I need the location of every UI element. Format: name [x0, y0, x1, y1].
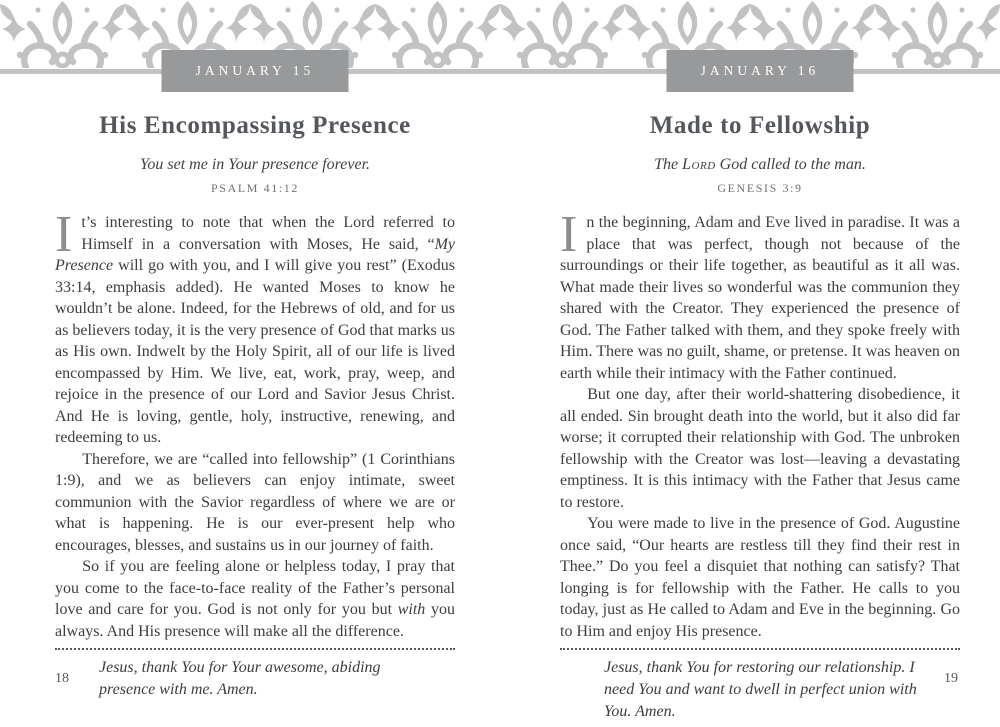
page-number: 19: [944, 671, 958, 686]
page-right: [560, 0, 960, 727]
text-segment: with: [397, 601, 426, 618]
verse-reference: PSALM 41:12: [211, 181, 299, 195]
text-segment: Therefore, we are “called into fellowship” (1 Corinthians 1:9), and we as believers can enjoy intimate, sweet communion with the Savior regardless of where we are or what is happening. He is our ever-present help who encourages, blesses, and sustains us in our journey of faith.: [55, 450, 455, 554]
text-segment: Lord: [682, 156, 716, 173]
drop-cap: I: [55, 206, 73, 263]
text-segment: You were made to live in the presence of God. Augustine once said, “Our hearts are restless till they find their rest in Thee.” Do you feel a disquiet that nothing can satisfy? That longing is for fellowship with the Father. He calls to you today, just as He called to Adam and Eve in the beginning. Go to Him and enjoy His presence.: [560, 515, 960, 640]
text-segment: n the beginning, Adam and Eve lived in paradise. It was a place that was perfect, though not because of the surroundings or their life together, as beautiful as it all was. What made their lives so wonderful was the communion they shared with the Creator. They experienced the presence of God. The Father talked with them, and they spoke freely with Him. There was no guilt, shame, or pretense. It was heaven on earth while their intimacy with the Father continued.: [560, 214, 960, 382]
date-banner-right: [667, 50, 854, 92]
body-paragraph: [55, 449, 455, 557]
verse-text: [55, 156, 455, 174]
body-paragraph: [55, 206, 455, 449]
page-number: 18: [55, 671, 69, 686]
date-banner-left: [162, 50, 349, 92]
prayer-text: Jesus, thank You for Your awesome, abiding presence with me. Amen.: [99, 659, 381, 698]
body-paragraph: [55, 556, 455, 642]
text-segment: You set me in Your presence forever.: [139, 156, 371, 173]
verse-reference: GENESIS 3:9: [717, 181, 803, 195]
text-segment: So if you are feeling alone or helpless today, I pray that you come to the face-to-face reality of the Father’s personal love and care for you. God is not only for you but: [55, 558, 455, 618]
date-label: JANUARY 16: [700, 63, 820, 78]
text-segment: My Presence: [55, 235, 455, 274]
verse-text: [560, 156, 960, 174]
devotional-body: [560, 206, 960, 642]
date-label: JANUARY 15: [195, 63, 315, 78]
text-segment: God called to the man.: [715, 156, 866, 173]
page-left: [55, 0, 455, 727]
text-segment: The: [654, 156, 683, 173]
devotional-body: [55, 206, 456, 642]
dotted-separator: [55, 647, 455, 650]
text-segment: you always. And His presence will make all the difference.: [55, 601, 456, 640]
devotional-title: Made to Fellowship: [649, 112, 871, 139]
devotional-title: His Encompassing Presence: [99, 112, 411, 139]
drop-cap: I: [560, 206, 578, 263]
text-segment: But one day, after their world-shattering disobedience, it all ended. Sin brought death into the world, but it also did far worse; it corrupted their relationship with God. The unbroken fellowship with the Creator was lost—leaving a devastating emptiness. It is this intimacy with the Father that Jesus came to restore.: [560, 386, 960, 511]
body-paragraph: [560, 206, 960, 384]
text-segment: will go with you, and I will give you rest” (Exodus 33:14, emphasis added). He wanted Moses to know he wouldn’t be alone. Indeed, for the Hebrews of old, and for us as believers today, it is the very presence of God that marks us as His own. Indwelt by the Holy Spirit, all of our life is lived encompassed by Him. We live, eat, work, pray, weep, and rejoice in the presence of our Lord and Savior Jesus Christ. And He is loving, gentle, holy, instructive, renewing, and redeeming to us.: [55, 257, 455, 446]
dotted-separator: [560, 647, 960, 650]
body-paragraph: [560, 513, 960, 642]
prayer-text: Jesus, thank You for restoring our relationship. I need You and want to dwell in perfect union with You. Amen.: [604, 659, 917, 720]
body-paragraph: [560, 384, 960, 513]
text-segment: t’s interesting to note that when the Lord referred to Himself in a conversation with Moses, He said, “: [81, 214, 455, 253]
